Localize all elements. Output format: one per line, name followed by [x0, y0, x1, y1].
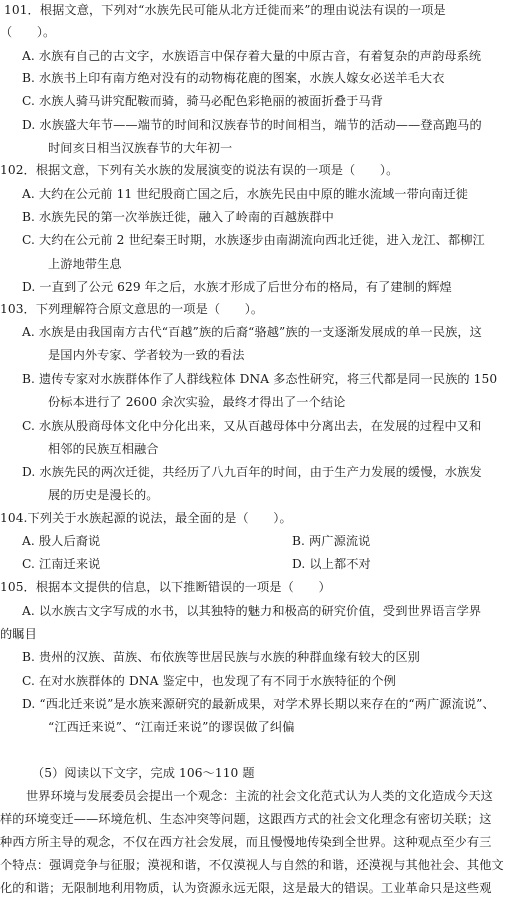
option-label: B.	[22, 372, 36, 386]
option-text: 在对水族群体的 DNA 鉴定中，也发现了有不同于水族特征的个例	[38, 674, 396, 688]
option-label: A.	[22, 534, 35, 548]
option-text: 水族书上印有南方绝对没有的动物梅花鹿的图案，水族人嫁女必送羊毛大衣	[39, 71, 445, 85]
q102-option-d	[22, 279, 452, 295]
option-text: 遗传专家对水族群体作了人群线粒体 DNA 多态性研究，将三代都是同一民族的 150	[39, 372, 498, 386]
q105-stem: 105．根据本文提供的信息，以下推断错误的一项是（ ）	[0, 580, 331, 594]
option-label: C.	[22, 557, 35, 571]
q102-stem: 102．根据文意，下列有关水族的发展演变的说法有误的一项是（ ）。	[0, 163, 399, 177]
q103-option-d-cont: 展的历史是漫长的。	[48, 488, 159, 502]
option-label: D.	[22, 465, 36, 479]
option-label: B.	[22, 210, 36, 224]
q103-option-c-cont: 相邻的民族互相融合	[48, 442, 159, 456]
option-label: A.	[22, 325, 35, 339]
option-label: B.	[22, 650, 36, 664]
q103-option-b	[22, 371, 497, 387]
q104-stem: 104.下列关于水族起源的说法，最全面的是（ ）。	[0, 511, 292, 525]
option-text: 大约在公元前 11 世纪殷商亡国之后，水族先民由中原的睢水流域一带向南迁徙	[38, 187, 469, 201]
q102-option-c-cont: 上游地带生息	[48, 257, 122, 271]
section-5-title: （5）阅读以下文字，完成 106～110 题	[32, 766, 255, 780]
option-label: D.	[22, 280, 36, 294]
option-text: “西北迁来说”是水族来源研究的最新成果，对学术界长期以来存在的“两广源流说”、	[39, 697, 495, 711]
option-label: D.	[292, 557, 306, 571]
section-5-paragraph-line: 世界环境与发展委员会提出一个观念：主流的社会文化范式认为人类的文化造成今天这	[26, 789, 493, 803]
option-label: C.	[22, 674, 35, 688]
q103-option-b-cont: 份标本进行了 2600 余次实验，最终才得出了一个结论	[48, 395, 346, 409]
option-label: C.	[22, 94, 35, 108]
option-text: 一直到了公元 629 年之后，水族才形成了后世分布的格局，有了建制的辉煌	[39, 280, 452, 294]
q102-option-c	[22, 232, 485, 248]
q101-option-a	[22, 48, 481, 64]
option-text: 水族先民的两次迁徙，共经历了八九百年的时间，由于生产力发展的缓慢，水族发	[39, 465, 482, 479]
option-text: 水族先民的第一次举族迁徙，融入了岭南的百越族群中	[39, 210, 334, 224]
q101-option-d-cont: 时间亥日相当汉族春节的大年初一	[48, 141, 233, 155]
option-text: 殷人后裔说	[38, 534, 101, 548]
q101-option-b	[22, 70, 445, 86]
q105-option-a	[22, 603, 481, 619]
option-text: 贵州的汉族、苗族、布依族等世居民族与水族的种群血缘有较大的区别	[39, 650, 420, 664]
q105-option-a-tail: 的瞩目	[0, 627, 37, 641]
option-label: B.	[292, 534, 306, 548]
q105-option-b	[22, 649, 420, 665]
q105-option-d	[22, 696, 495, 712]
q101-stem-line1: 101．根据文意，下列对“水族先民可能从北方迁徙而来”的理由说法有误的一项是	[4, 3, 446, 17]
q101-option-d	[22, 117, 482, 133]
q102-option-a	[22, 186, 468, 202]
q104-option-c	[22, 556, 100, 572]
option-text: 以上都不对	[309, 557, 371, 571]
q103-option-a-cont: 是国内外专家、学者较为一致的看法	[48, 348, 245, 362]
option-label: A.	[22, 604, 35, 618]
q102-option-b	[22, 209, 334, 225]
option-text: 水族从殷商母体文化中分化出来，又从百越母体中分离出去，在发展的过程中又和	[38, 419, 482, 433]
section-5-paragraph-line: 化的和谐；无限制地利用物质，认为资源永远无限，这是最大的错误。工业革命只是这些观	[0, 881, 492, 895]
option-text: 两广源流说	[309, 534, 371, 548]
option-label: C.	[22, 233, 35, 247]
q104-option-d	[292, 556, 371, 572]
q103-option-a	[22, 324, 482, 340]
option-text: 水族有自己的古文字，水族语言中保存着大量的中原古音，有着复杂的声韵母系统	[38, 49, 482, 63]
option-label: D.	[22, 118, 36, 132]
option-text: 水族是由我国南方古代“百越”族的后裔“骆越”族的一支逐渐发展成的单一民族，这	[38, 325, 482, 339]
option-label: A.	[22, 49, 35, 63]
option-label: B.	[22, 71, 36, 85]
option-text: 以水族古文字写成的水书，以其独特的魅力和极高的研究价值，受到世界语言学界	[38, 604, 482, 618]
option-label: C.	[22, 419, 35, 433]
q103-option-c	[22, 418, 481, 434]
option-text: 江南迁来说	[38, 557, 101, 571]
q101-stem-line2: （ ）。	[0, 25, 56, 39]
q103-option-d	[22, 464, 482, 480]
q101-option-c	[22, 93, 383, 109]
q104-option-b	[292, 533, 370, 549]
option-text: 大约在公元前 2 世纪秦王时期，水族逐步由南湖流向西北迁徙，进入龙江、都柳江	[38, 233, 485, 247]
option-label: D.	[22, 697, 36, 711]
q103-stem: 103．下列理解符合原文意思的一项是（ ）。	[0, 302, 264, 316]
option-text: 水族人骑马讲究配鞍而骑，骑马必配色彩艳丽的被面折叠于马背	[38, 94, 384, 108]
q104-option-a	[22, 533, 100, 549]
option-text: 水族盛大年节——端节的时间和汉族春节的时间相当，端节的活动——登高跑马的	[39, 118, 482, 132]
option-label: A.	[22, 187, 35, 201]
q105-option-d-cont: “江西迁来说”、“江南迁来说”的谬误做了纠偏	[48, 720, 295, 734]
section-5-paragraph-line: 个特点：强调竞争与征服；漠视和谐，不仅漠视人与自然的和谐，还漠视与其他社会、其他文	[0, 858, 504, 872]
section-5-paragraph-line: 种西方所主导的观念，不仅在西方社会发展，而且慢慢地传染到全世界。这种观点至少有三	[0, 835, 492, 849]
q105-option-c	[22, 673, 396, 689]
section-5-paragraph-line: 样的环境变迁——环境危机、生态冲突等问题，这跟西方式的社会文化理念有密切关联；这	[0, 812, 492, 826]
